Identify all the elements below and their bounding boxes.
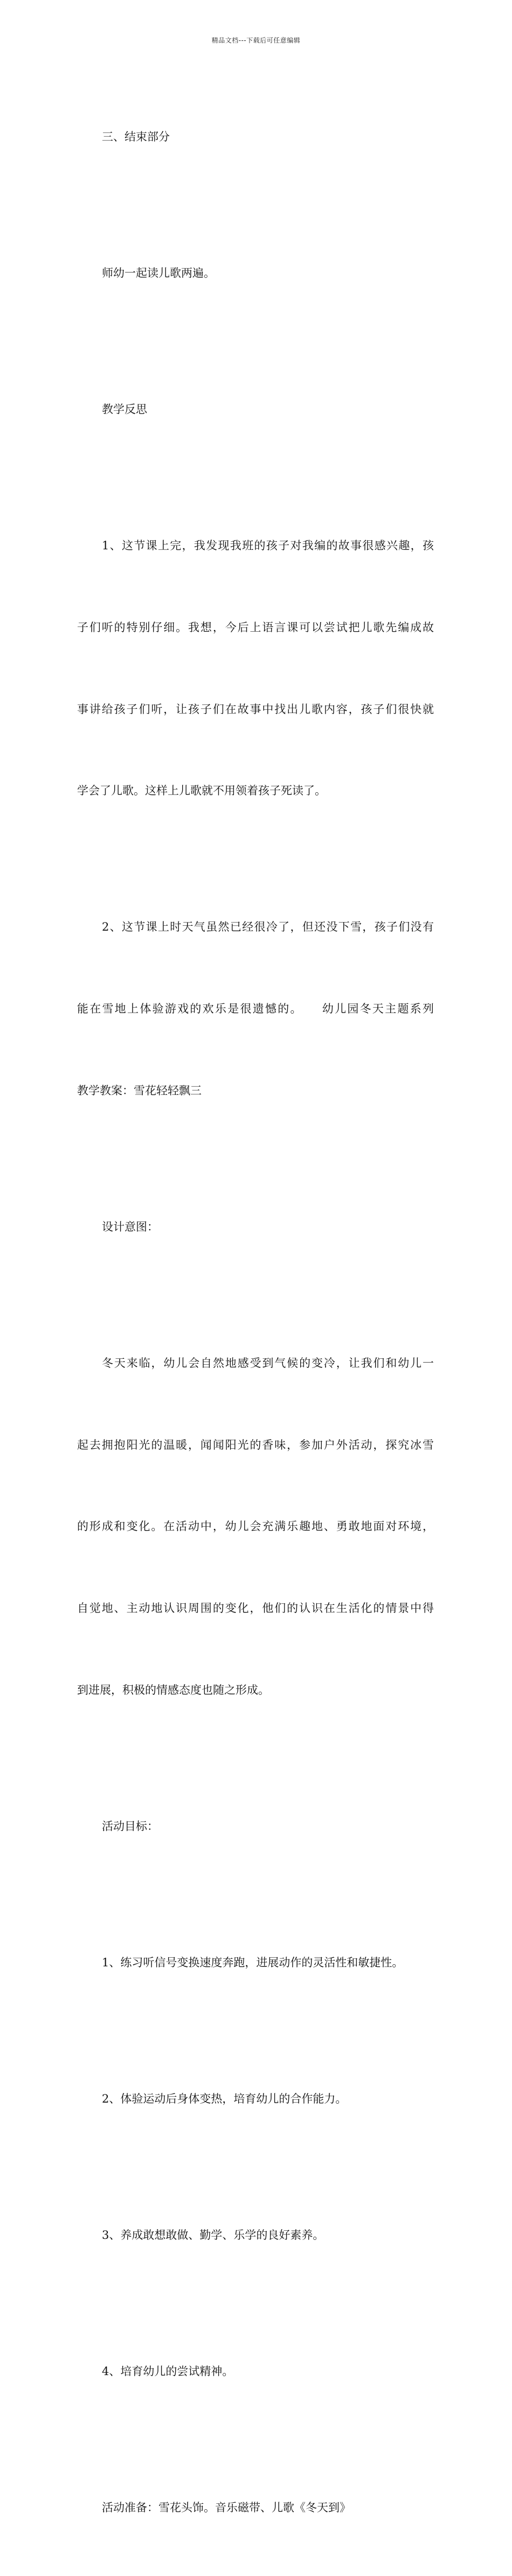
paragraph xyxy=(77,205,434,341)
text-line: 1、练习听信号变换速度奔跑，进展动作的灵活性和敏捷性。 xyxy=(102,1956,404,1969)
text-line: 学会了儿歌。这样上儿歌就不用领着孩子死读了。 xyxy=(77,784,326,798)
document-body xyxy=(77,69,434,2576)
text-line: 自觉地、主动地认识周围的变化，他们的认识在生活化的情景中得 xyxy=(77,1602,434,1615)
text-line: 教学反思 xyxy=(102,403,147,416)
text-line: 师幼一起读儿歌两遍。 xyxy=(102,267,215,280)
section-heading-preparation xyxy=(77,2440,434,2576)
text-line: 教学教案：雪花轻轻飘三 xyxy=(77,1084,202,1097)
text-line: 事讲给孩子们听，让孩子们在故事中找出儿歌内容，孩子们很快就 xyxy=(77,702,434,716)
section-heading-reflection xyxy=(77,341,434,478)
text-line: 能在雪地上体验游戏的欢乐是很遗憾的。 幼儿园冬天主题系列 xyxy=(77,1002,434,1016)
paragraph xyxy=(77,478,434,859)
text-line: 活动准备：雪花头饰。音乐磁带、儿歌《冬天到》 xyxy=(102,2501,351,2514)
list-item xyxy=(77,2031,434,2167)
section-heading-ending xyxy=(77,69,434,205)
text-line: 活动目标： xyxy=(102,1820,158,1833)
text-line: 3、养成敢想敢做、勤学、乐学的良好素养。 xyxy=(102,2228,324,2242)
text-line: 设计意图： xyxy=(102,1220,158,1233)
text-line: 2、这节课上时天气虽然已经很冷了，但还没下雪，孩子们没有 xyxy=(102,920,434,934)
text-line: 2、体验运动后身体变热，培育幼儿的合作能力。 xyxy=(102,2092,347,2105)
text-line: 三、结束部分 xyxy=(102,130,170,144)
text-line: 起去拥抱阳光的温暖，闻闻阳光的香味，参加户外活动，探究冰雪 xyxy=(77,1438,434,1451)
section-heading-objectives xyxy=(77,1758,434,1895)
paragraph xyxy=(77,859,434,1159)
list-item xyxy=(77,2167,434,2303)
paragraph xyxy=(77,1295,434,1758)
text-line: 到进展，积极的情感态度也随之形成。 xyxy=(77,1684,269,1697)
text-line: 4、培育幼儿的尝试精神。 xyxy=(102,2364,234,2378)
text-line: 的形成和变化。在活动中，幼儿会充满乐趣地、勇敢地面对环境， xyxy=(77,1520,434,1533)
page-header: 精品文档---下载后可任意编辑 xyxy=(211,37,301,44)
text-line: 1、这节课上完，我发现我班的孩子对我编的故事很感兴趣，孩 xyxy=(102,539,434,553)
list-item xyxy=(77,2303,434,2440)
list-item xyxy=(77,1895,434,2031)
section-heading-design-intent xyxy=(77,1159,434,1295)
text-line: 子们听的特别仔细。我想，今后上语言课可以尝试把儿歌先编成故 xyxy=(77,620,434,634)
text-line: 冬天来临，幼儿会自然地感受到气候的变冷，让我们和幼儿一 xyxy=(102,1356,434,1370)
